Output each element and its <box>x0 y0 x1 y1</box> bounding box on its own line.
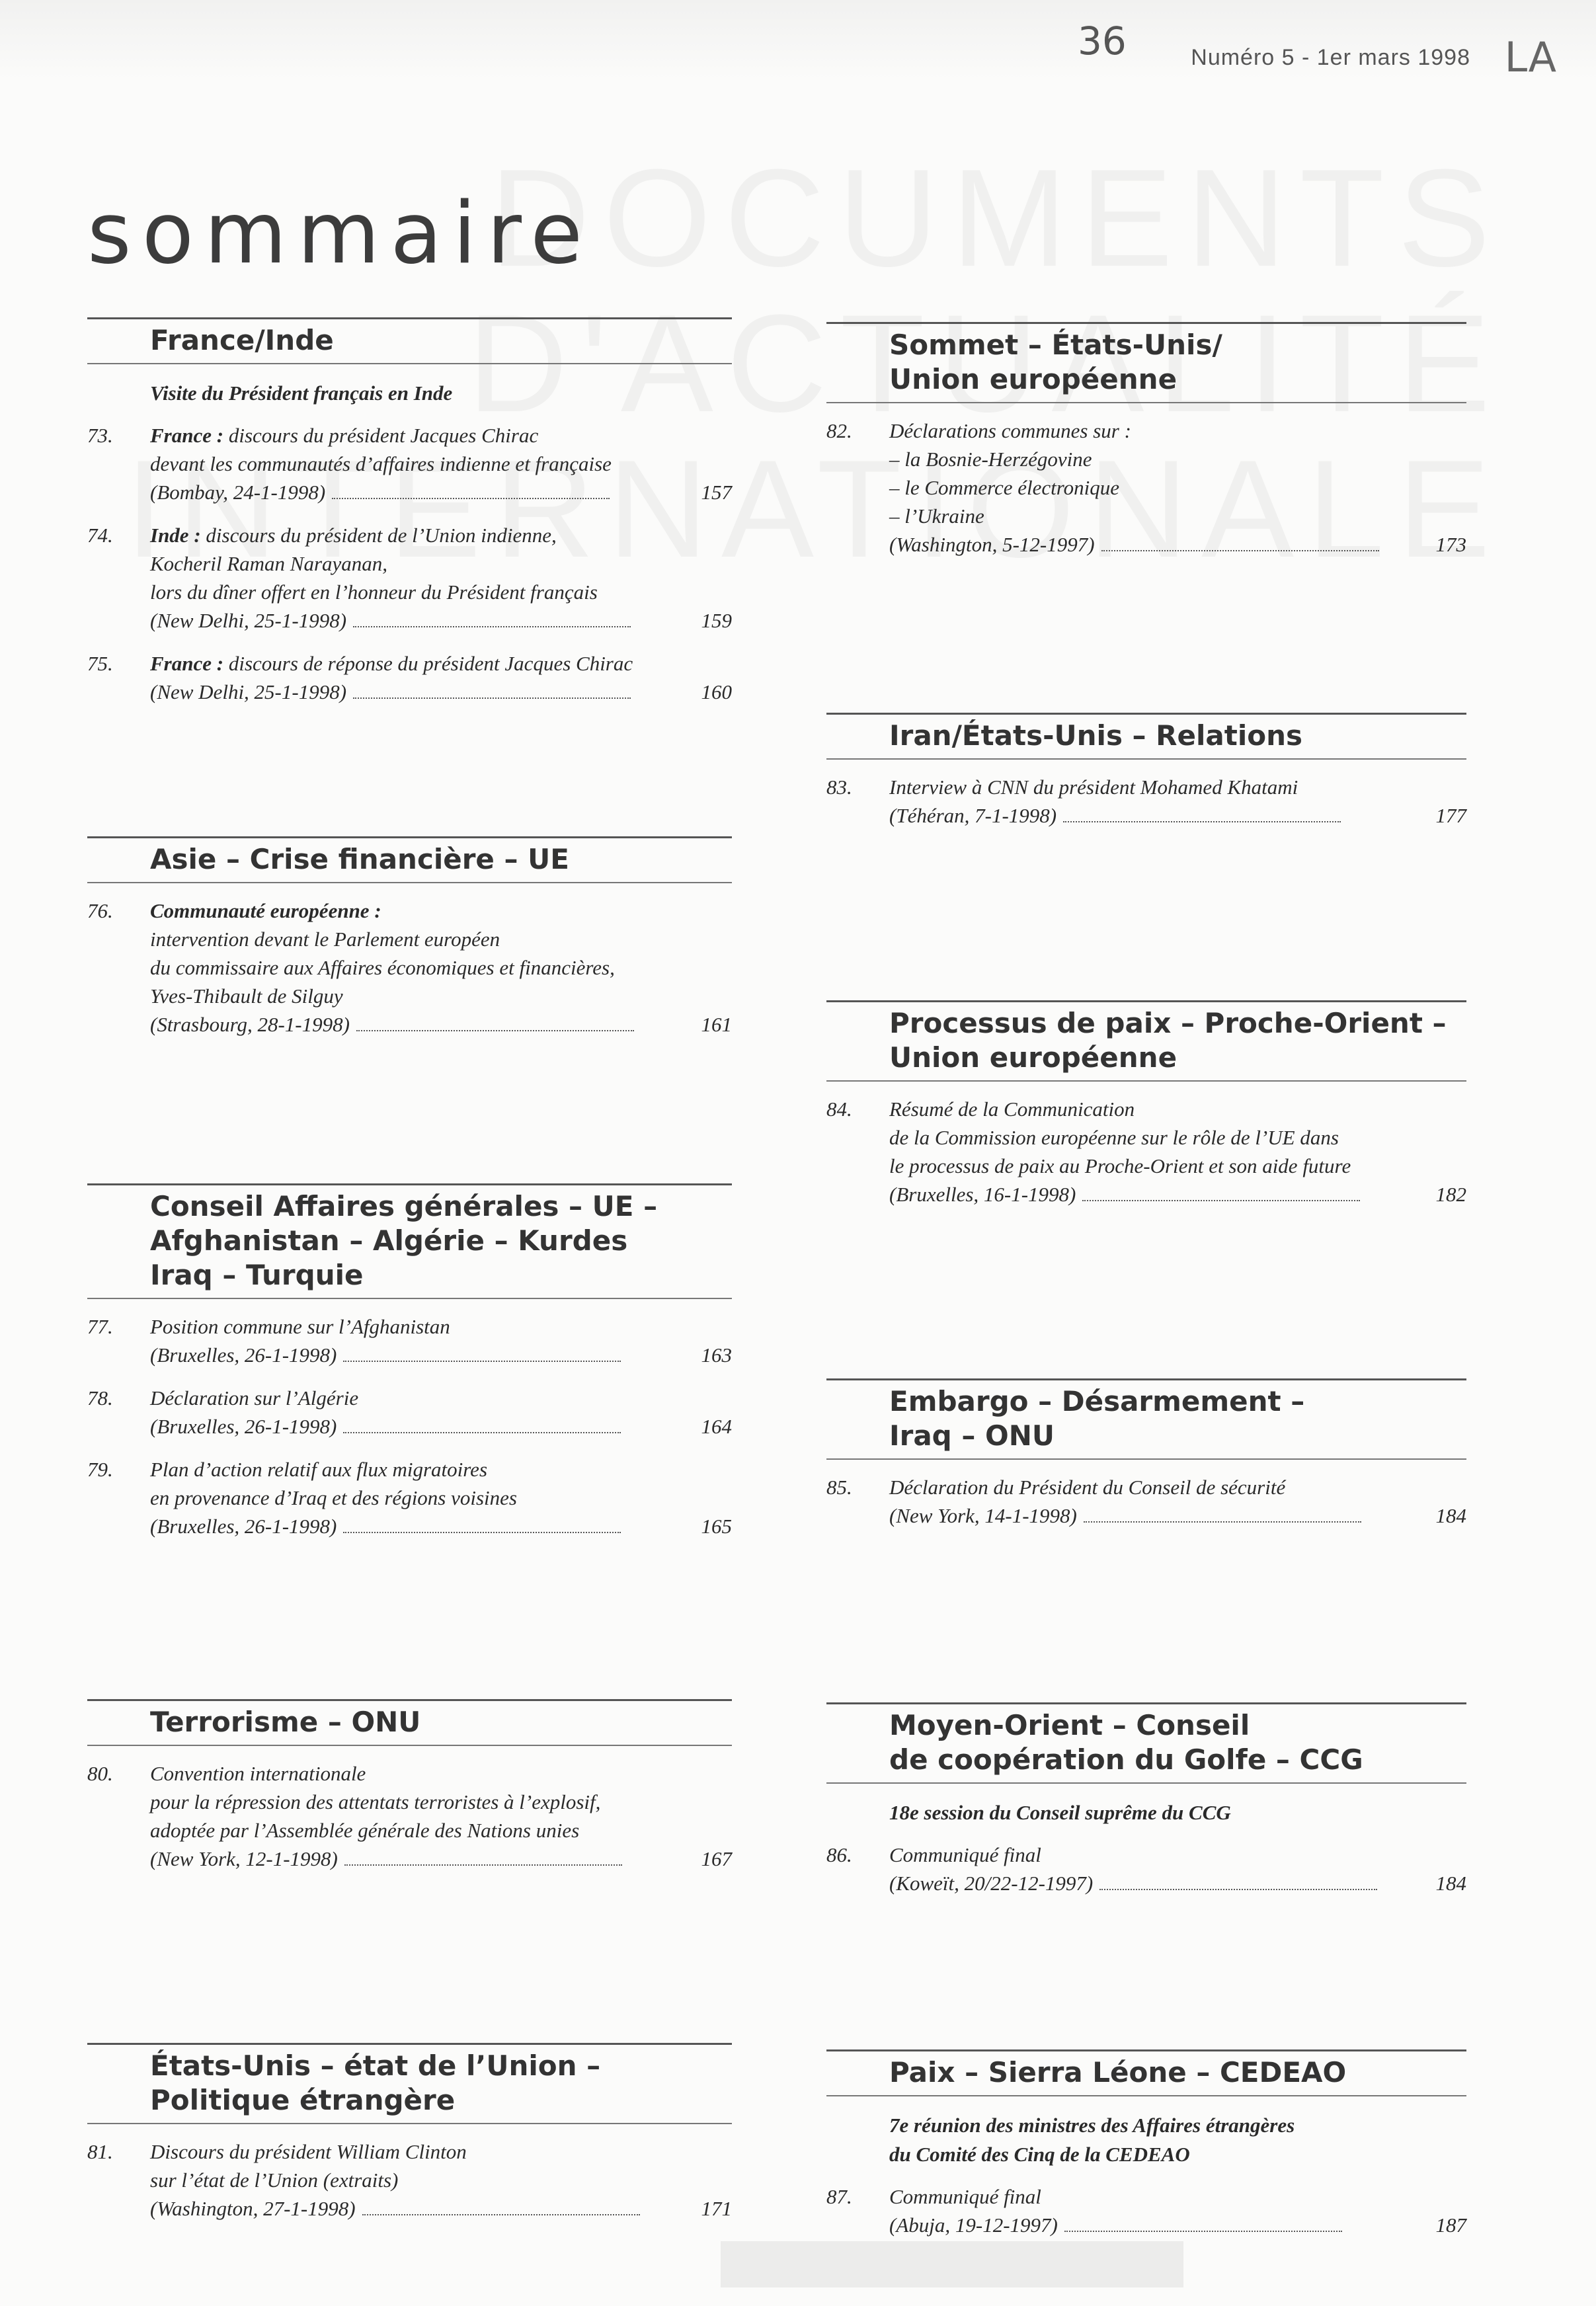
entry-source-line <box>150 1512 732 1540</box>
entry-list <box>826 2182 1466 2239</box>
entry-list <box>826 417 1466 559</box>
page-number: 177 <box>1435 804 1466 827</box>
entry-source: (Washington, 5-12-1997) <box>889 533 1095 556</box>
entry-text: Déclaration du Président du Conseil de sécurité <box>889 1476 1286 1499</box>
dot-leader <box>1101 550 1379 551</box>
entry-number: 76. <box>87 899 113 922</box>
entry-text: Déclaration sur l’Algérie <box>150 1386 359 1410</box>
entry-text: Communiqué final <box>889 2185 1041 2208</box>
toc-entry[interactable] <box>87 649 732 706</box>
entry-source-line <box>150 1010 732 1039</box>
entry-source: (New York, 14-1-1998) <box>889 1504 1077 1527</box>
dot-leader <box>1064 2231 1342 2232</box>
page-number: 163 <box>701 1343 732 1367</box>
section-heading: Terrorisme – ONU <box>87 1699 732 1746</box>
page-number: 157 <box>701 481 732 504</box>
dot-leader <box>343 1432 621 1433</box>
entry-source-line <box>150 2194 732 2223</box>
entry-number: 74. <box>87 524 113 547</box>
entry-source-line <box>150 606 732 635</box>
entry-source: (New York, 12-1-1998) <box>150 1847 338 1870</box>
section <box>87 2043 732 2237</box>
entry-source: (Bruxelles, 26-1-1998) <box>150 1343 337 1367</box>
entry-lead: Communauté européenne : <box>150 899 381 922</box>
entry-source: (New Delhi, 25-1-1998) <box>150 609 347 632</box>
entry-source-line <box>889 801 1466 830</box>
dot-leader <box>353 626 631 627</box>
entry-source: (Bruxelles, 26-1-1998) <box>150 1415 337 1438</box>
entry-source: (Bruxelles, 16-1-1998) <box>889 1183 1076 1206</box>
entry-number: 79. <box>87 1458 113 1481</box>
page-number: 187 <box>1435 2213 1466 2237</box>
dot-leader <box>344 1864 622 1866</box>
section <box>87 1699 732 1888</box>
entry-text: Convention internationale pour la répression des attentats terroristes à l’explosif, adoptée par l’Assemblée générale des Nations unies <box>150 1762 601 1842</box>
section <box>87 836 732 1053</box>
entry-title <box>150 1312 732 1341</box>
toc-entry[interactable] <box>826 1841 1466 1897</box>
page-number: 184 <box>1435 1872 1466 1895</box>
section-heading: Sommet – États-Unis/ Union européenne <box>826 322 1466 403</box>
entry-list <box>87 896 732 1039</box>
entry-source: (Abuja, 19-12-1997) <box>889 2213 1058 2237</box>
handwritten-number: 36 <box>1078 19 1127 63</box>
entry-text: Communiqué final <box>889 1843 1041 1866</box>
dot-leader <box>343 1361 621 1362</box>
entry-list <box>826 1473 1466 1530</box>
entry-list <box>87 2137 732 2223</box>
entry-list <box>826 1841 1466 1897</box>
entry-text: Position commune sur l’Afghanistan <box>150 1315 450 1338</box>
entry-text: Déclarations communes sur : – la Bosnie-Herzégovine – le Commerce électronique – l’Ukraine <box>889 419 1131 528</box>
section-heading: Iran/États-Unis – Relations <box>826 713 1466 760</box>
footer-band <box>721 2241 1183 2287</box>
handwritten-initials: LA <box>1504 33 1556 81</box>
entry-title <box>150 421 732 478</box>
entry-source: (Bombay, 24-1-1998) <box>150 481 326 504</box>
section <box>826 1702 1466 1912</box>
dot-leader <box>353 697 631 699</box>
section <box>87 317 732 721</box>
section-heading: Paix – Sierra Léone – CEDEAO <box>826 2049 1466 2096</box>
entry-source: (Koweït, 20/22-12-1997) <box>889 1872 1094 1895</box>
section-heading: France/Inde <box>87 317 732 364</box>
section-subtitle: 7e réunion des ministres des Affaires étrangères du Comité des Cinq de la CEDEAO <box>889 2114 1295 2166</box>
entry-text: discours du président de l’Union indienne, Kocheril Raman Narayanan, lors du dîner offert en l’honneur du Président français <box>150 524 598 604</box>
entry-number: 85. <box>826 1476 852 1499</box>
entry-number: 82. <box>826 419 852 442</box>
entry-title <box>150 1455 732 1512</box>
entry-list <box>87 421 732 706</box>
entry-title <box>889 417 1466 530</box>
entry-source: (New Delhi, 25-1-1998) <box>150 680 347 703</box>
entry-title <box>150 896 732 1010</box>
entry-list <box>87 1312 732 1540</box>
entry-source-line <box>889 530 1466 559</box>
dot-leader <box>1099 1889 1377 1890</box>
entry-number: 75. <box>87 652 113 675</box>
entry-source: (Téhéran, 7-1-1998) <box>889 804 1057 827</box>
dot-leader <box>1063 821 1341 822</box>
toc-entry[interactable] <box>826 1095 1466 1209</box>
page-number: 184 <box>1435 1504 1466 1527</box>
entry-number: 78. <box>87 1386 113 1410</box>
entry-source-line <box>150 1341 732 1369</box>
entry-source-line <box>150 678 732 706</box>
page-number: 159 <box>701 609 732 632</box>
issue-number: Numéro 5 - 1er mars 1998 <box>1191 45 1470 70</box>
page-number: 171 <box>701 2197 732 2220</box>
section-subtitle: Visite du Président français en Inde <box>150 381 453 405</box>
entry-lead: France : <box>150 424 224 447</box>
entry-list <box>87 1759 732 1873</box>
section <box>826 2049 1466 2254</box>
page-number: 173 <box>1435 533 1466 556</box>
entry-title <box>150 2137 732 2194</box>
section-heading: Conseil Affaires générales – UE – Afghanistan – Algérie – Kurdes Iraq – Turquie <box>87 1183 732 1299</box>
entry-number: 84. <box>826 1097 852 1121</box>
section-heading: Embargo – Désarmement – Iraq – ONU <box>826 1378 1466 1460</box>
entry-source-line <box>889 1869 1466 1897</box>
section <box>87 1183 732 1555</box>
entry-number: 80. <box>87 1762 113 1785</box>
entry-text: Discours du président William Clinton sur l’état de l’Union (extraits) <box>150 2140 467 2192</box>
section-heading: Asie – Crise financière – UE <box>87 836 732 883</box>
toc-entry[interactable] <box>87 1455 732 1540</box>
entry-text: intervention devant le Parlement européen du commissaire aux Affaires économiques et financières, Yves-Thibault de Silguy <box>150 928 615 1008</box>
entry-title <box>889 1095 1466 1180</box>
entry-list <box>826 773 1466 830</box>
dot-leader <box>343 1532 621 1533</box>
page-number: 182 <box>1435 1183 1466 1206</box>
dot-leader <box>1082 1200 1360 1201</box>
entry-source-line <box>150 1412 732 1441</box>
entry-source: (Washington, 27-1-1998) <box>150 2197 356 2220</box>
section <box>826 1000 1466 1223</box>
entry-number: 81. <box>87 2140 113 2163</box>
entry-list <box>826 1095 1466 1209</box>
entry-number: 86. <box>826 1843 852 1866</box>
entry-number: 83. <box>826 775 852 799</box>
toc-entry[interactable] <box>87 896 732 1039</box>
entry-number: 77. <box>87 1315 113 1338</box>
toc-entry[interactable] <box>826 773 1466 830</box>
entry-source: (Bruxelles, 26-1-1998) <box>150 1515 337 1538</box>
entry-title <box>150 649 732 678</box>
toc-entry[interactable] <box>87 1759 732 1873</box>
toc-entry[interactable] <box>87 1384 732 1441</box>
entry-title <box>889 2182 1466 2211</box>
toc-entry[interactable] <box>87 421 732 506</box>
entry-source: (Strasbourg, 28-1-1998) <box>150 1013 350 1036</box>
page-number: 167 <box>701 1847 732 1870</box>
dot-leader <box>356 1030 634 1031</box>
toc-entry[interactable] <box>826 417 1466 559</box>
entry-lead: France : <box>150 652 224 675</box>
entry-title <box>150 1384 732 1412</box>
page-title: sommaire <box>87 184 593 283</box>
entry-source-line <box>150 478 732 506</box>
section-subtitle: 18e session du Conseil suprême du CCG <box>889 1801 1231 1824</box>
dot-leader <box>332 498 610 499</box>
entry-text: Interview à CNN du président Mohamed Khatami <box>889 775 1298 799</box>
section <box>826 713 1466 844</box>
page-number: 160 <box>701 680 732 703</box>
page-number: 165 <box>701 1515 732 1538</box>
entry-source-line <box>889 2211 1466 2239</box>
entry-title <box>150 521 732 606</box>
entry-source-line <box>150 1845 732 1873</box>
section-heading: Moyen-Orient – Conseil de coopération du Golfe – CCG <box>826 1702 1466 1784</box>
entry-text: discours du président Jacques Chirac devant les communautés d’affaires indienne et française <box>150 424 612 475</box>
toc-entry[interactable] <box>826 1473 1466 1530</box>
entry-title <box>889 1473 1466 1501</box>
page-number: 164 <box>701 1415 732 1438</box>
entry-text: Plan d’action relatif aux flux migratoires en provenance d’Iraq et des régions voisines <box>150 1458 517 1509</box>
entry-lead: Inde : <box>150 524 201 547</box>
section-heading: Processus de paix – Proche-Orient – Union européenne <box>826 1000 1466 1082</box>
page-number: 161 <box>701 1013 732 1036</box>
toc-entry[interactable] <box>826 2182 1466 2239</box>
entry-title <box>889 1841 1466 1869</box>
toc-entry[interactable] <box>87 2137 732 2223</box>
entry-title <box>889 773 1466 801</box>
entry-text: Résumé de la Communication de la Commission européenne sur le rôle de l’UE dans le processus de paix au Proche-Orient et son aide future <box>889 1097 1351 1177</box>
entry-source-line <box>889 1180 1466 1209</box>
section <box>826 1378 1466 1544</box>
section <box>826 322 1466 573</box>
entry-number: 87. <box>826 2185 852 2208</box>
toc-entry[interactable] <box>87 1312 732 1369</box>
dot-leader <box>362 2214 640 2215</box>
toc-entry[interactable] <box>87 521 732 635</box>
entry-number: 73. <box>87 424 113 447</box>
section-heading: États-Unis – état de l’Union – Politique étrangère <box>87 2043 732 2124</box>
entry-source-line <box>889 1501 1466 1530</box>
entry-title <box>150 1759 732 1845</box>
dot-leader <box>1084 1521 1361 1523</box>
entry-text: discours de réponse du président Jacques Chirac <box>223 652 633 675</box>
